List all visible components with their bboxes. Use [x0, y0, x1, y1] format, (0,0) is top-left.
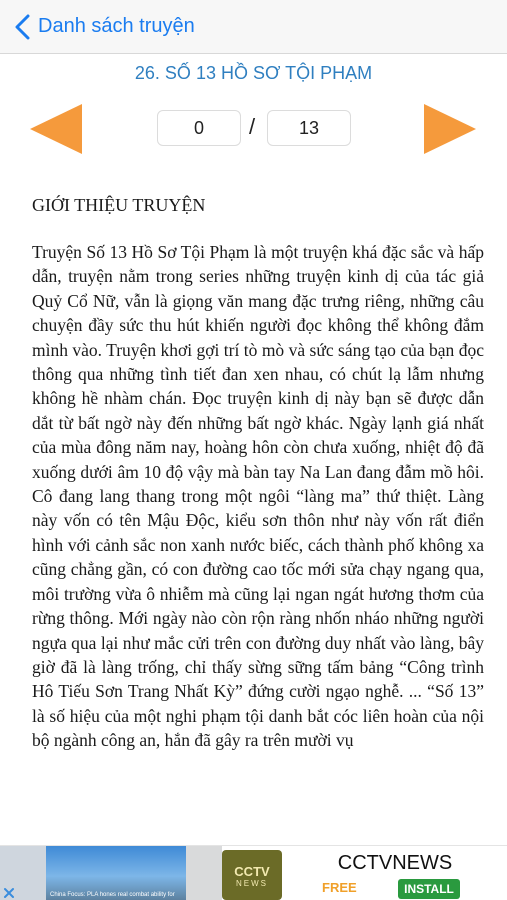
ad-video-preview[interactable] — [46, 846, 186, 900]
back-button-label: Danh sách truyện — [38, 15, 195, 37]
logo-sub-text: NEWS — [236, 879, 268, 888]
navigation-bar — [0, 0, 507, 54]
chapter-pager — [0, 100, 507, 156]
ad-thumbnail — [186, 846, 222, 900]
ad-price: FREE — [322, 880, 357, 895]
current-page-field[interactable]: 0 — [157, 110, 241, 146]
section-heading: GIỚI THIỆU TRUYỆN — [32, 195, 206, 215]
logo-main-text: CCTV — [234, 864, 270, 879]
story-title: 26. SỐ 13 HỒ SƠ TỘI PHẠM — [134, 63, 373, 83]
story-content[interactable] — [32, 192, 484, 818]
ad-install-button[interactable]: INSTALL — [398, 879, 460, 899]
ad-video-caption: China Focus: PLA hones real combat ability for — [50, 892, 175, 898]
total-pages-field: 13 — [267, 110, 351, 146]
ad-brand-name: CCTVNEWS — [337, 852, 453, 874]
cctv-logo — [222, 850, 282, 900]
page-separator: / — [249, 114, 256, 139]
ad-banner[interactable] — [0, 845, 507, 900]
previous-page-arrow-icon[interactable] — [28, 102, 84, 156]
ad-close-icon[interactable] — [2, 886, 16, 900]
chevron-left-icon — [14, 14, 32, 40]
back-button[interactable] — [14, 14, 195, 40]
story-introduction-text: Truyện Số 13 Hồ Sơ Tội Phạm là một truyện khá đặc sắc và hấp dẫn, truyện nằm trong series những truyện kinh dị của tác giả Quỷ Cổ Nữ, vẫn là giọng văn mang đặc trưng riêng, những câu chuyện đầy sức thu hút khiến người đọc không thể không đắm mình vào. Truyện khơi gợi trí tò mò và sức sáng tạo của bạn đọc thông qua những tình tiết đan xen nhau, có chút lạ lẫm nhưng không hề nhàm chán. Đọc truyện kinh dị này bạn sẽ được dẫn dắt từ bất ngờ này đến những bất ngờ khác. Ngày lạnh giá nhất của mùa đông năm nay, hoàng hôn còn chưa xuống, nhiệt độ đã xuống dưới âm 10 độ vậy mà bàn tay Na Lan đang đẫm mồ hôi. Cô đang lang thang trong một ngôi “làng ma” thứ thiệt. Làng này vốn có tên Mậu Độc, kiểu sơn thôn như này vốn rất điển hình với cảnh sắc non xanh nước biếc, cách thành phố không xa cũng chẳng gần, có con đường cao tốc mới sửa chạy ngang qua, môi trường vừa ô nhiễm mà cũng lại ngan ngát hương thơm của rừng thông. Mới ngày nào còn rộn ràng nhốn nháo những người ngựa qua lại như mắc cửi trên con đường duy nhất vào làng, bây giờ đã là làng trống, chỉ thấy sừng sững tấm bảng “Công trình Hô Tiếu Sơn Trang Nhất Kỳ” đứng cười ngạo nghễ. ... “Số 13” là số hiệu của một nghi phạm tội danh bắt cóc liên hoàn của nội bộ ngành công an, hắn đã gây ra trên mười vụ — [32, 242, 484, 751]
next-page-arrow-icon[interactable] — [422, 102, 478, 156]
